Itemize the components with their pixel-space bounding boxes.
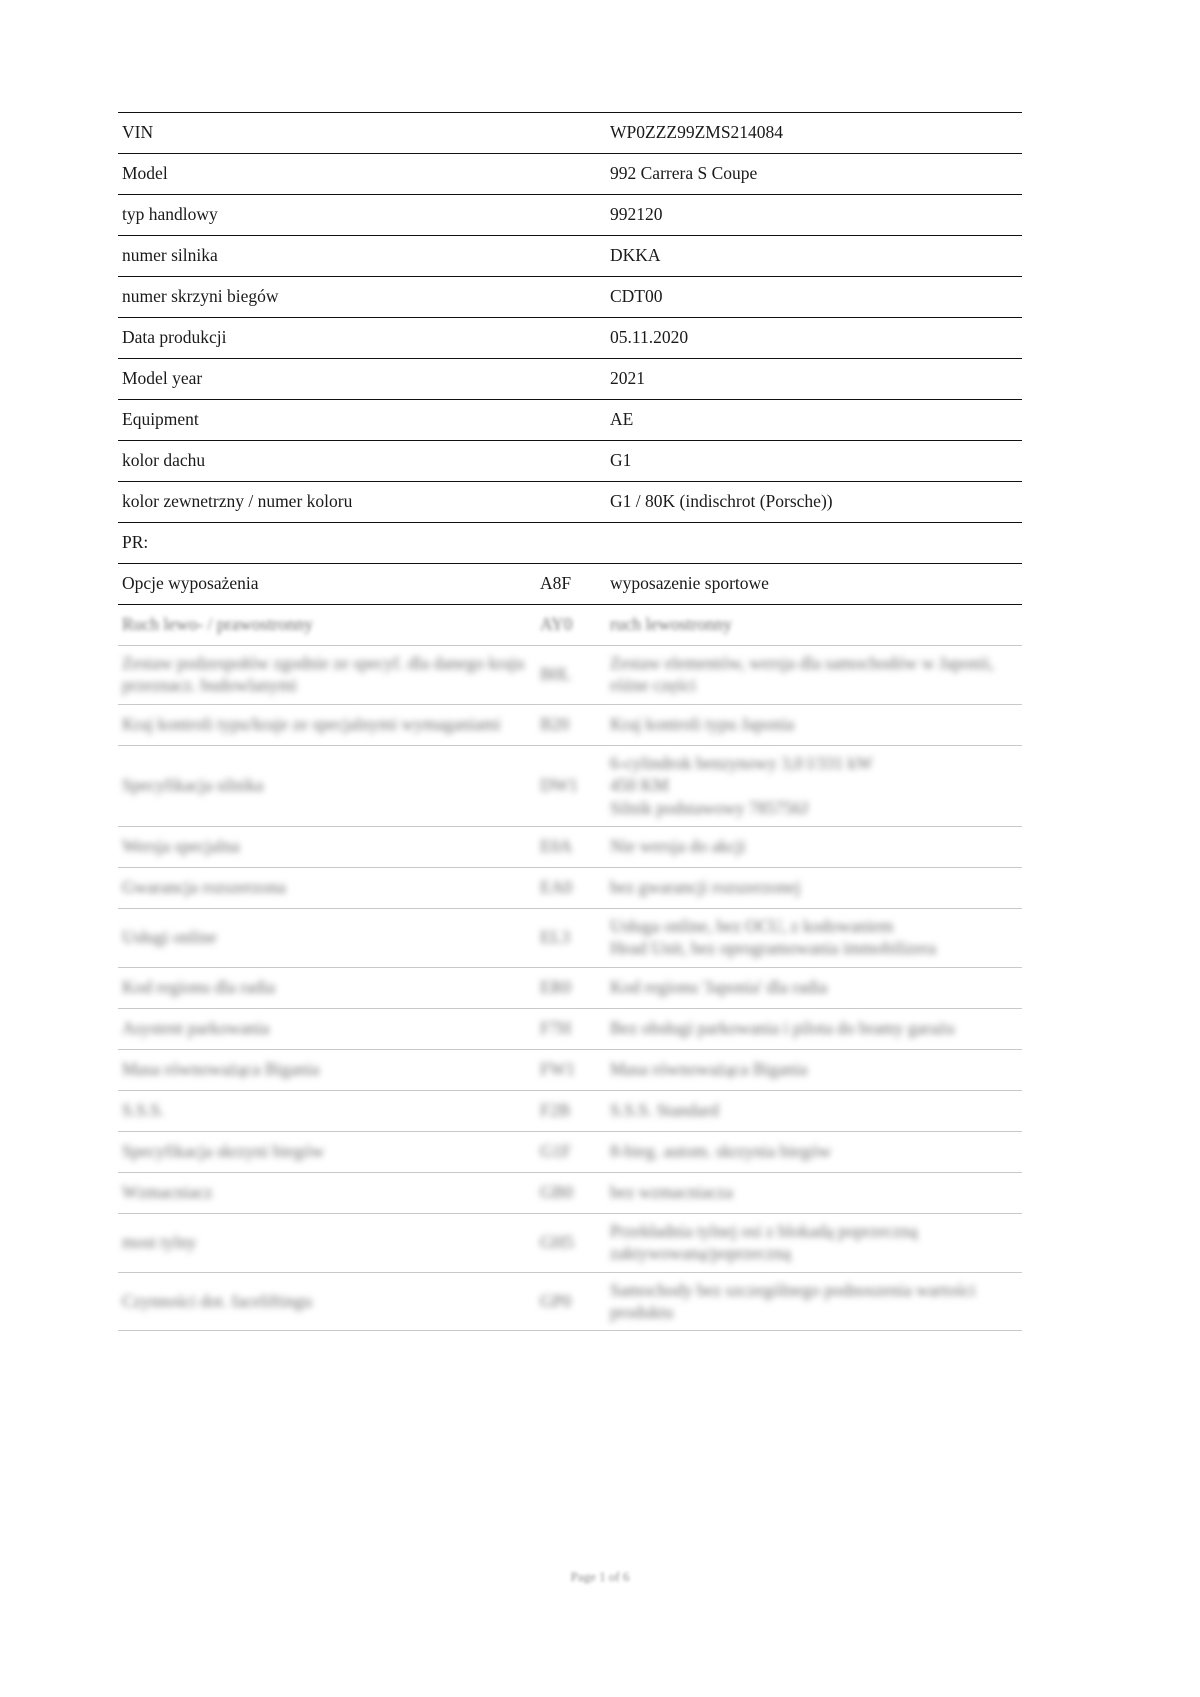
row-code: B0L <box>536 646 606 705</box>
table-row <box>118 867 1022 908</box>
row-value: AE <box>606 400 1022 441</box>
row-value: G1 <box>606 441 1022 482</box>
row-code <box>536 277 606 318</box>
table-row <box>118 482 1022 523</box>
table-row <box>118 154 1022 195</box>
row-value: Nie wersja do akcji <box>606 826 1022 867</box>
row-value: Usługa online, bez OCU, z kodowaniem Head Unit, bez oprogramowania immobilizera <box>606 908 1022 967</box>
table-row <box>118 1172 1022 1213</box>
row-value: Przekładnia tylnej osi z blokadą poprzeczną zaktywowaną/poprzeczną <box>606 1213 1022 1272</box>
row-label: VIN <box>118 113 536 154</box>
table-row <box>118 605 1022 646</box>
row-value: Zestaw elementów, wersja dla samochodów w Japonii, różne części <box>606 646 1022 705</box>
row-value: CDT00 <box>606 277 1022 318</box>
row-label: PR: <box>118 523 536 564</box>
row-value: Bez obsługi parkowania i pilota do bramy garażu <box>606 1008 1022 1049</box>
row-code <box>536 195 606 236</box>
row-value: 05.11.2020 <box>606 318 1022 359</box>
row-code: F2B <box>536 1090 606 1131</box>
table-row <box>118 359 1022 400</box>
row-label: typ handlowy <box>118 195 536 236</box>
row-label: Model year <box>118 359 536 400</box>
row-code <box>536 482 606 523</box>
row-value: Kraj kontroli typu Japonia <box>606 704 1022 745</box>
page-footer: Page 1 of 6 <box>570 1569 630 1584</box>
row-label: most tylny <box>118 1213 536 1272</box>
table-row <box>118 745 1022 826</box>
row-value: Masa równoważąca Bigania <box>606 1049 1022 1090</box>
row-code <box>536 318 606 359</box>
row-label: Model <box>118 154 536 195</box>
row-label: Data produkcji <box>118 318 536 359</box>
row-label: kolor zewnetrzny / numer koloru <box>118 482 536 523</box>
row-value: 2021 <box>606 359 1022 400</box>
table-row-pr <box>118 523 1022 564</box>
row-value <box>606 523 1022 564</box>
row-value: 992 Carrera S Coupe <box>606 154 1022 195</box>
row-label: Masa równoważąca Bigania <box>118 1049 536 1090</box>
row-code: A8F <box>536 564 606 605</box>
row-label: Wzmacniacz <box>118 1172 536 1213</box>
table-row <box>118 113 1022 154</box>
row-label: Czynności dot. faceliftingu <box>118 1272 536 1331</box>
table-row <box>118 277 1022 318</box>
row-code <box>536 236 606 277</box>
row-label: Ruch lewo- / prawostronny <box>118 605 536 646</box>
row-label: Specyfikacja skrzyni biegów <box>118 1131 536 1172</box>
table-row <box>118 1008 1022 1049</box>
row-code: B20 <box>536 704 606 745</box>
row-value: Samochody bez szczególnego podnoszenia wartości produktu <box>606 1272 1022 1331</box>
row-label: Kraj kontroli typu/kraje ze specjalnymi wymaganiami <box>118 704 536 745</box>
row-value: G1 / 80K (indischrot (Porsche)) <box>606 482 1022 523</box>
row-value: 992120 <box>606 195 1022 236</box>
row-label: Kod regionu dla radia <box>118 967 536 1008</box>
table-row <box>118 1272 1022 1331</box>
row-code: G1F <box>536 1131 606 1172</box>
row-code: E0A <box>536 826 606 867</box>
row-code: ER0 <box>536 967 606 1008</box>
row-code <box>536 359 606 400</box>
table-row <box>118 1131 1022 1172</box>
row-label: Zestaw podzespołów zgodnie ze specyf. dla danego kraju przeznacz. budowlanymi <box>118 646 536 705</box>
table-row <box>118 704 1022 745</box>
row-value: bez gwarancji rozszerzonej <box>606 867 1022 908</box>
table-row <box>118 826 1022 867</box>
table-row <box>118 967 1022 1008</box>
table-row <box>118 195 1022 236</box>
table-row <box>118 1213 1022 1272</box>
row-label: Usługi online <box>118 908 536 967</box>
table-row <box>118 908 1022 967</box>
table-body <box>118 113 1022 1331</box>
table-row <box>118 236 1022 277</box>
row-code <box>536 113 606 154</box>
row-value: DKKA <box>606 236 1022 277</box>
row-value: ruch lewostronny <box>606 605 1022 646</box>
row-code <box>536 523 606 564</box>
row-code: GB0 <box>536 1172 606 1213</box>
row-label: Opcje wyposażenia <box>118 564 536 605</box>
table-row <box>118 1049 1022 1090</box>
row-value: wyposazenie sportowe <box>606 564 1022 605</box>
table-row <box>118 1090 1022 1131</box>
row-label: Equipment <box>118 400 536 441</box>
row-label: Wersja specjalna <box>118 826 536 867</box>
row-label: numer skrzyni biegów <box>118 277 536 318</box>
row-value: 6-cylindrok benzynowy 3,0 l/331 kW 450 KM Silnik podstawowy 785756J <box>606 745 1022 826</box>
row-label: kolor dachu <box>118 441 536 482</box>
row-code <box>536 154 606 195</box>
row-value: WP0ZZZ99ZMS214084 <box>606 113 1022 154</box>
row-code: DW1 <box>536 745 606 826</box>
row-code: GP0 <box>536 1272 606 1331</box>
row-code: EA0 <box>536 867 606 908</box>
table-row <box>118 441 1022 482</box>
row-label: Specyfikacja silnika <box>118 745 536 826</box>
table-row <box>118 646 1022 705</box>
row-value: bez wzmacniacza <box>606 1172 1022 1213</box>
row-code <box>536 441 606 482</box>
vehicle-spec-table <box>118 112 1022 1331</box>
row-code <box>536 400 606 441</box>
table-row <box>118 400 1022 441</box>
row-label: numer silnika <box>118 236 536 277</box>
row-label: Gwarancja rozszerzona <box>118 867 536 908</box>
row-value: S.S.S. Standard <box>606 1090 1022 1131</box>
row-code: AY0 <box>536 605 606 646</box>
row-code: GH5 <box>536 1213 606 1272</box>
row-label: Asystent parkowania <box>118 1008 536 1049</box>
row-code: EL3 <box>536 908 606 967</box>
table-row <box>118 318 1022 359</box>
row-code: FW1 <box>536 1049 606 1090</box>
row-code: F7H <box>536 1008 606 1049</box>
row-value: Kod regionu 'Japonia' dla radia <box>606 967 1022 1008</box>
row-label: S.S.S. <box>118 1090 536 1131</box>
table-row <box>118 564 1022 605</box>
row-value: 8-bieg. autom. skrzynia biegów <box>606 1131 1022 1172</box>
